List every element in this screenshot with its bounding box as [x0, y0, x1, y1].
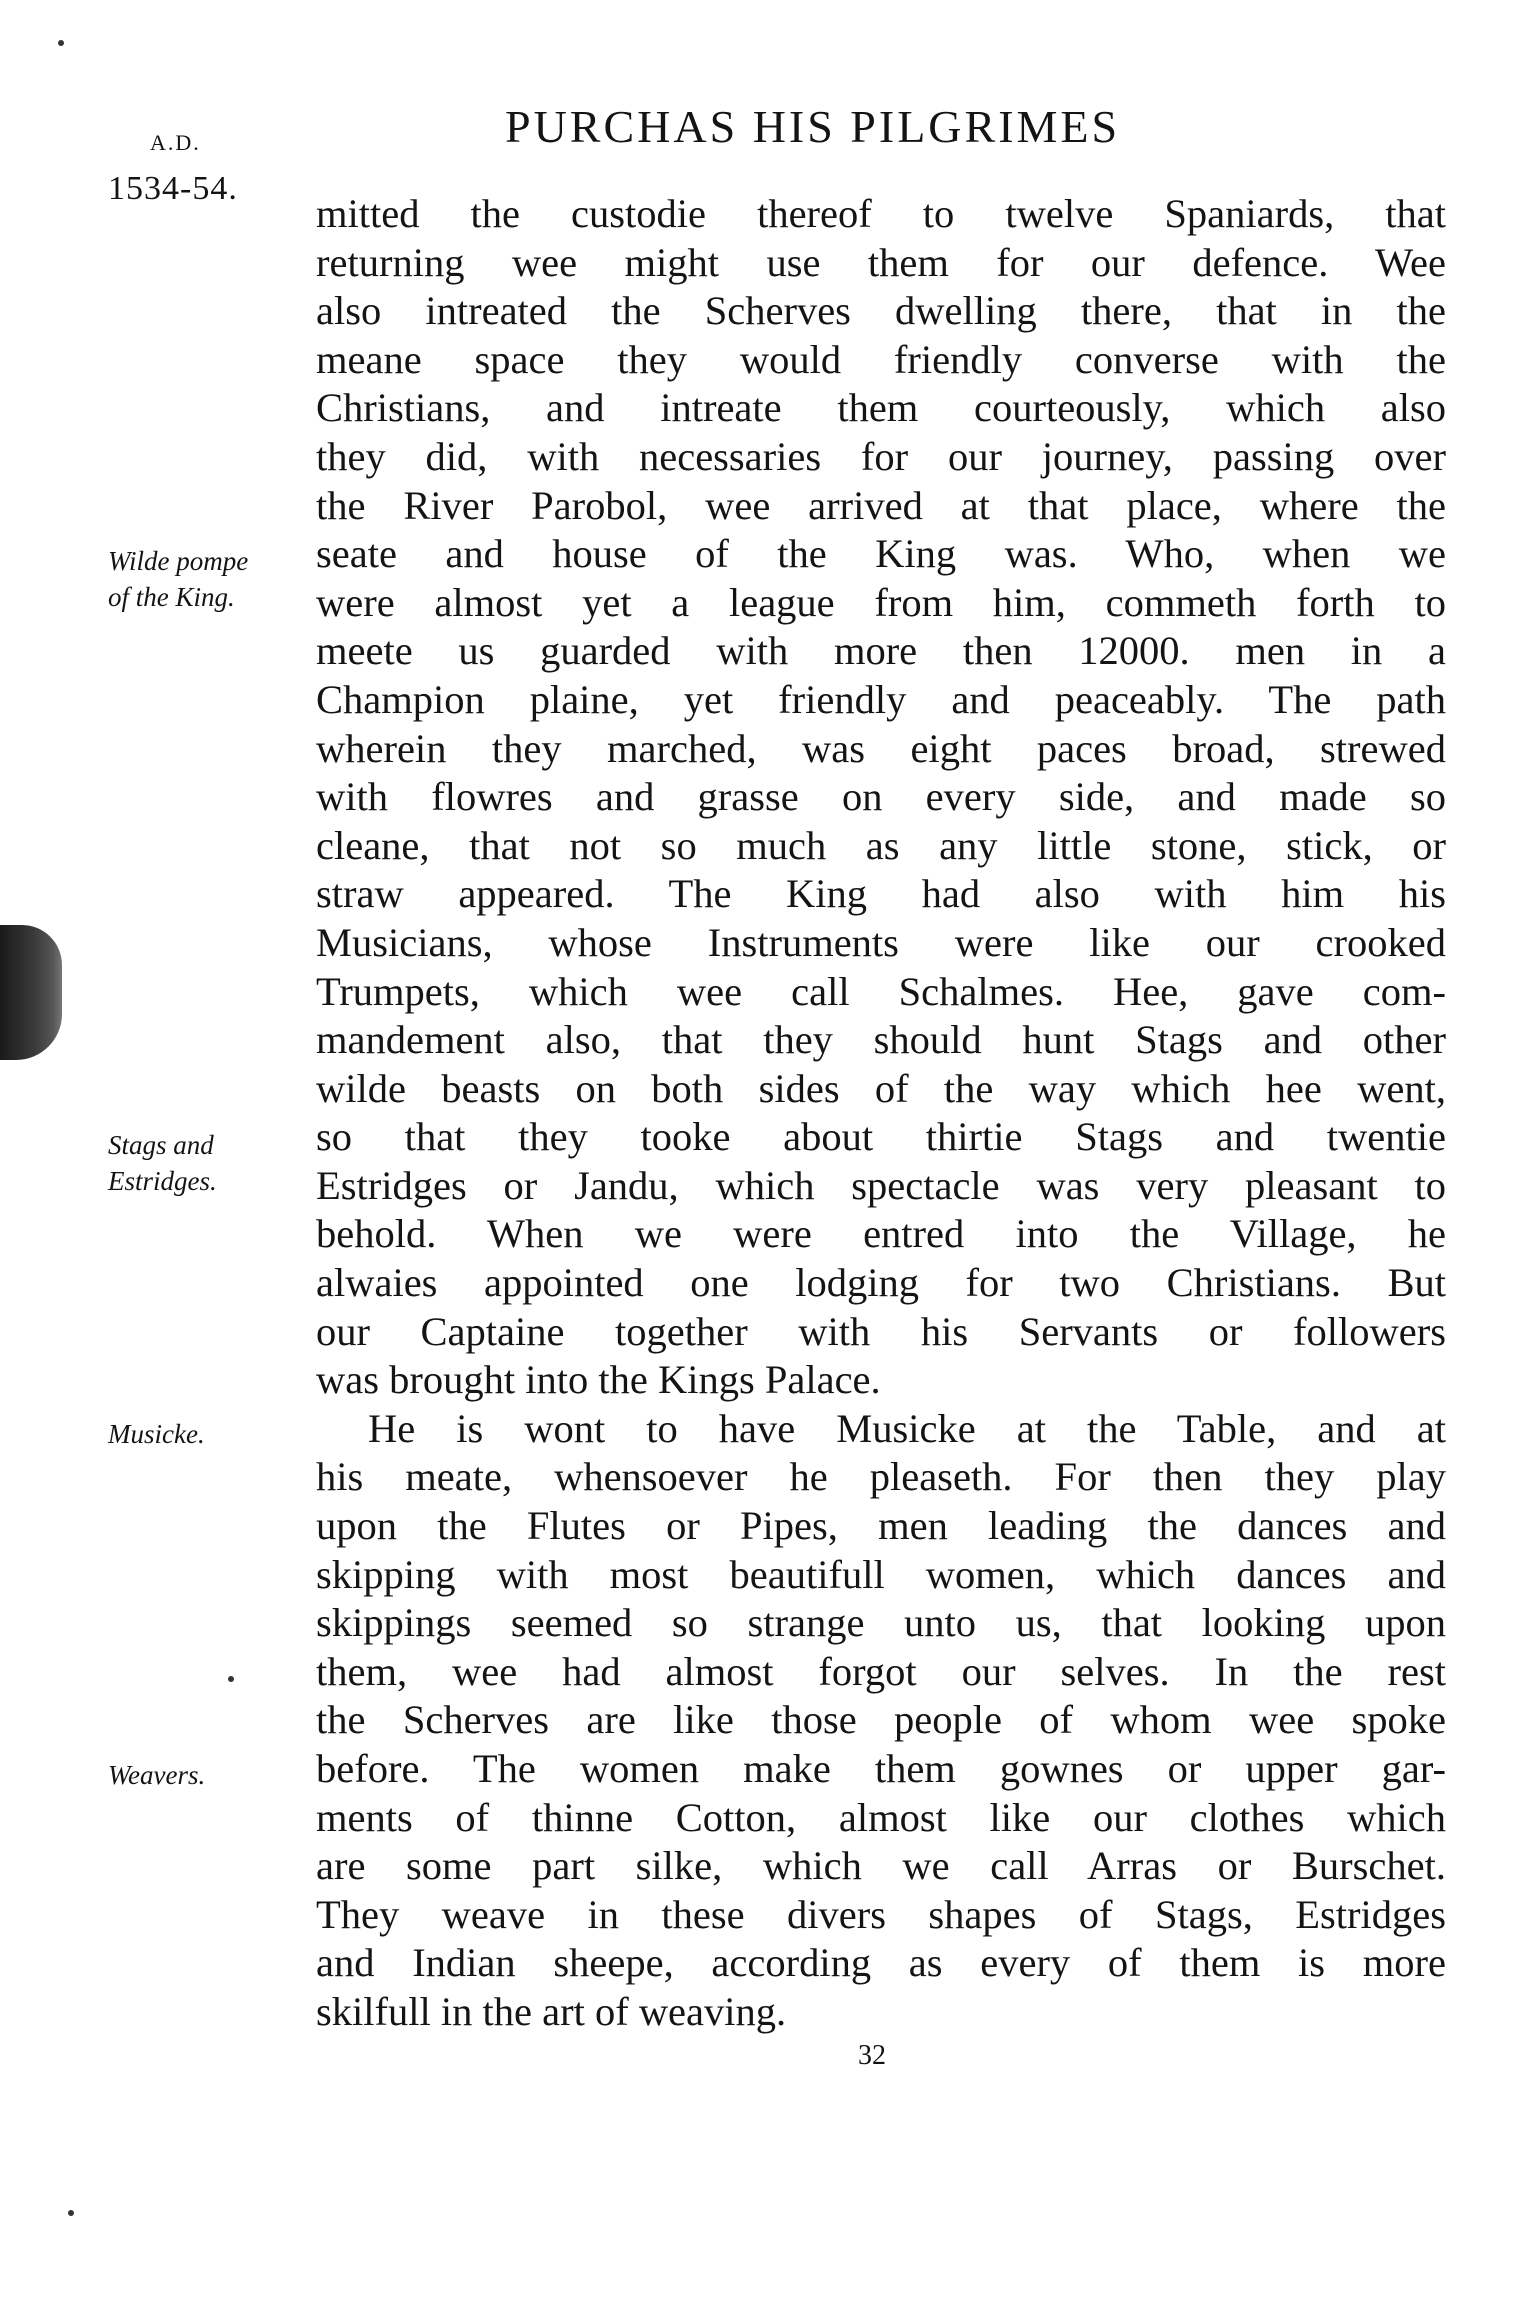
body-text [316, 190, 1446, 2037]
text-line: alwaies appointed one lodging for two Christians. But [316, 1260, 1446, 1306]
header-year-range: 1534-54. [108, 170, 238, 207]
text-line: Musicians, whose Instruments were like our crooked [316, 919, 1446, 965]
text-line: ments of thinne Cotton, almost like our clothes which [316, 1794, 1446, 1840]
text-line: returning wee might use them for our defence. Wee [316, 239, 1446, 285]
text-line: straw appeared. The King had also with him his [316, 871, 1446, 917]
text-line: They weave in these divers shapes of Stags, Estridges [316, 1891, 1446, 1937]
margin-note-weavers: Weavers. [108, 1760, 206, 1790]
text-line: skipping with most beautifull women, which dances and [316, 1551, 1446, 1597]
text-line: behold. When we were entred into the Village, he [316, 1211, 1446, 1257]
text-line: mandement also, that they should hunt Stags and other [316, 1017, 1446, 1063]
text-line: meete us guarded with more then 12000. men in a [316, 628, 1446, 674]
text-line: wherein they marched, was eight paces broad, strewed [316, 725, 1446, 771]
text-line: they did, with necessaries for our journey, passing over [316, 433, 1446, 479]
margin-note-line: Wilde pompe [108, 546, 249, 576]
text-line: before. The women make them gownes or upper gar- [316, 1746, 1446, 1791]
text-line: wilde beasts on both sides of the way which hee went, [316, 1065, 1446, 1111]
text-line: was brought into the Kings Palace. [316, 1357, 881, 1403]
text-line: seate and house of the King was. Who, when we [316, 531, 1446, 577]
text-line: with flowres and grasse on every side, and made so [316, 774, 1446, 820]
text-line: upon the Flutes or Pipes, men leading the dances and [316, 1503, 1446, 1549]
margin-note-line: Stags and [108, 1130, 214, 1160]
page-number: 32 [858, 2040, 886, 2071]
scanner-thumb-shadow [0, 925, 62, 1060]
margin-note-line: of the King. [108, 582, 235, 612]
text-line: mitted the custodie thereof to twelve Spaniards, that [316, 191, 1446, 236]
text-line: them, wee had almost forgot our selves. In the rest [316, 1648, 1446, 1694]
text-line: Christians, and intreate them courteously, which also [316, 385, 1446, 431]
text-line: Champion plaine, yet friendly and peaceably. The path [316, 676, 1446, 722]
header-ad-label: A.D. [150, 130, 201, 155]
text-line: his meate, whensoever he pleaseth. For then they play [316, 1454, 1446, 1500]
text-line: Trumpets, which wee call Schalmes. Hee, gave com- [316, 968, 1446, 1014]
text-line: meane space they would friendly converse with the [316, 336, 1446, 382]
text-line: Estridges or Jandu, which spectacle was very pleasant to [316, 1162, 1446, 1208]
scan-speck [228, 1676, 234, 1682]
margin-note-stags [108, 1127, 217, 1199]
text-line: and Indian sheepe, according as every of them is more [316, 1940, 1446, 1986]
running-title: PURCHAS HIS PILGRIMES [505, 101, 1121, 152]
margin-note-line: Estridges. [108, 1166, 217, 1196]
text-line: our Captaine together with his Servants or followers [316, 1308, 1446, 1354]
text-line: cleane, that not so much as any little stone, stick, or [316, 822, 1446, 868]
text-line: the River Parobol, wee arrived at that place, where the [316, 482, 1446, 528]
text-line: skippings seemed so strange unto us, that looking upon [316, 1600, 1446, 1646]
margin-note-wilde-pompe [108, 543, 248, 615]
text-line: skilfull in the art of weaving. [316, 1988, 787, 2034]
text-line: so that they tooke about thirtie Stags and twentie [316, 1114, 1446, 1160]
text-line: were almost yet a league from him, commeth forth to [316, 579, 1446, 625]
text-line: the Scherves are like those people of whom wee spoke [316, 1697, 1446, 1743]
text-line: He is wont to have Musicke at the Table, and at [368, 1405, 1446, 1451]
scan-speck [58, 40, 64, 46]
margin-note-musicke: Musicke. [108, 1419, 205, 1449]
scan-speck [68, 2210, 74, 2216]
text-line: are some part silke, which we call Arras or Burschet. [316, 1843, 1446, 1889]
text-line: also intreated the Scherves dwelling there, that in the [316, 288, 1446, 334]
